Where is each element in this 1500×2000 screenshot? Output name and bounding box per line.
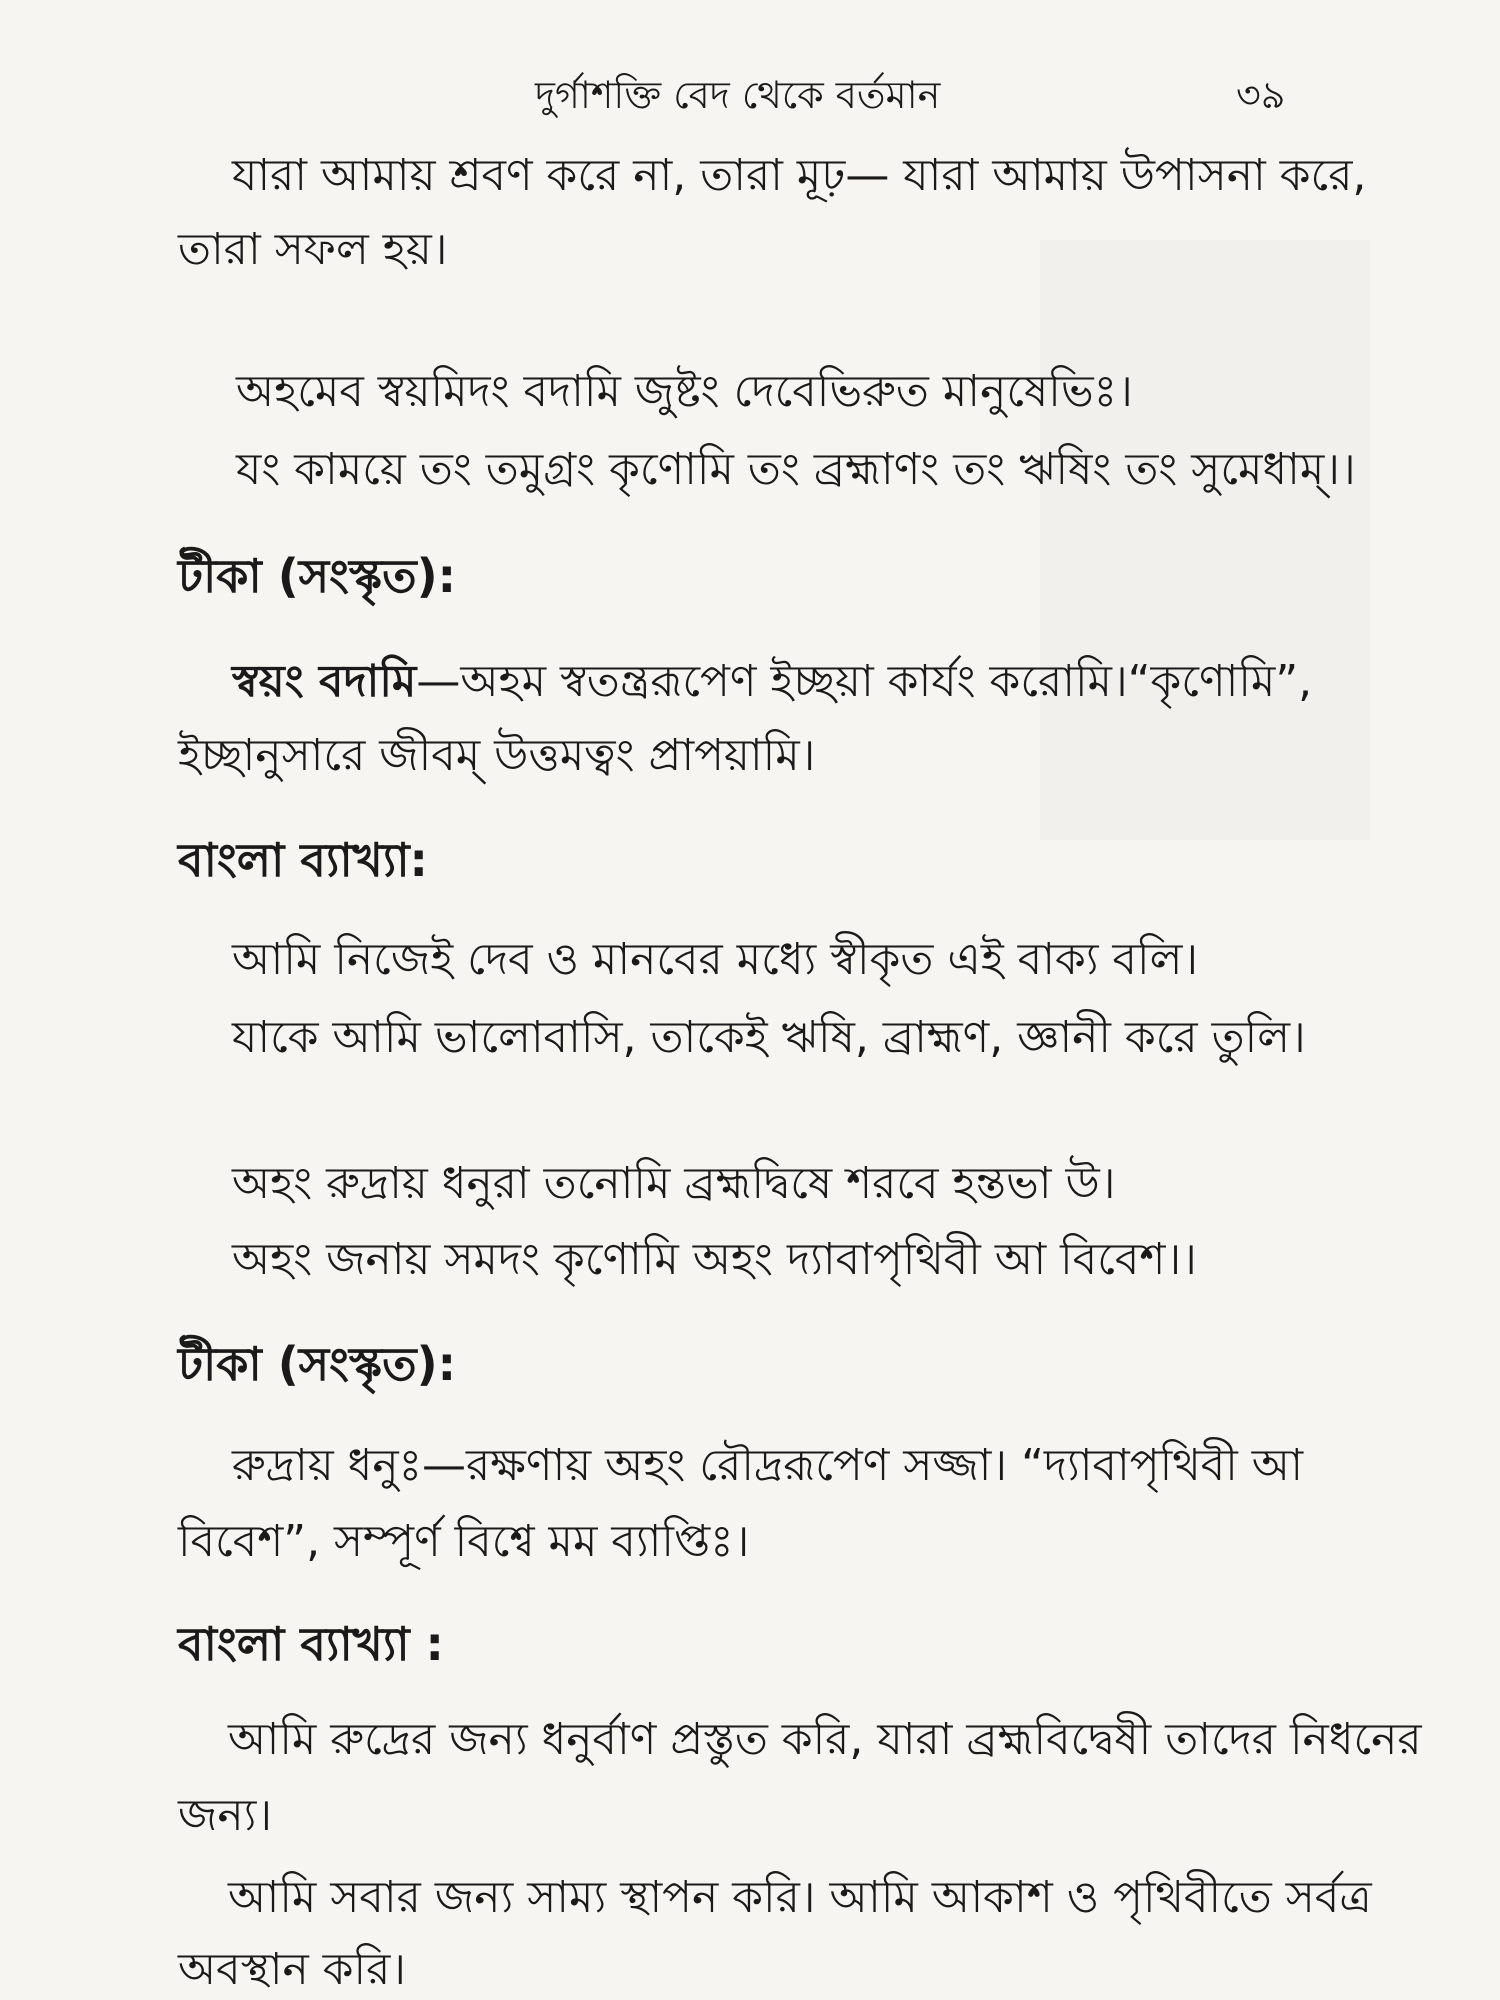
explanation-line: যাকে আমি ভালোবাসি, তাকেই ঋষি, ব্রাহ্মণ, জ্ঞানী করে তুলি। [232, 1012, 1306, 1063]
paragraph-line: যারা আমায় শ্রবণ করে না, তারা মূঢ়— যারা আমায় উপাসনা করে, [232, 150, 1367, 201]
commentary-line: বিবেশ”, সম্পূর্ণ বিশ্বে মম ব্যাপ্তিঃ। [178, 1516, 750, 1567]
explanation-line: আমি সবার জন্য সাম্য স্থাপন করি। আমি আকাশ ও পৃথিবীতে সর্বত্র [228, 1872, 1372, 1923]
show-through-shading [1040, 240, 1370, 840]
section-heading: টীকা (সংস্কৃত): [178, 549, 457, 603]
running-title: দুর্গাশক্তি বেদ থেকে বর্তমান [535, 73, 941, 117]
verse-line: অহমেব স্বয়মিদং বদামি জুষ্টং দেবেভিরুত মানুষেভিঃ। [236, 366, 1133, 417]
commentary-line [232, 652, 1312, 712]
explanation-line: জন্য। [178, 1790, 273, 1841]
paragraph-line: তারা সফল হয়। [178, 224, 448, 275]
explanation-line: অবস্থান করি। [178, 1944, 407, 1995]
verse-line: অহং জনায় সমদং কৃণোমি অহং দ্যাবাপৃথিবী আ বিবেশ।। [232, 1234, 1197, 1285]
section-heading: টীকা (সংস্কৃত): [178, 1337, 457, 1391]
section-heading: বাংলা ব্যাখ্যা : [178, 1617, 444, 1671]
section-heading: বাংলা ব্যাখ্যা: [178, 833, 428, 887]
commentary-keyword: স্বয়ং বদামি [232, 656, 417, 707]
explanation-line: আমি রুদ্রের জন্য ধনুর্বাণ প্রস্তুত করি, যারা ব্রহ্মবিদ্বেষী তাদের নিধনের [228, 1714, 1422, 1765]
verse-line: অহং রুদ্রায় ধনুরা তনোমি ব্রহ্মদ্বিষে শরবে হন্তভা উ। [232, 1158, 1116, 1209]
commentary-line: রুদ্রায় ধনুঃ—রক্ষণায় অহং রৌদ্ররূপেণ সজ্জা। “দ্যাবাপৃথিবী আ [232, 1440, 1304, 1491]
explanation-line: আমি নিজেই দেব ও মানবের মধ্যে স্বীকৃত এই বাক্য বলি। [232, 934, 1199, 985]
commentary-line: ইচ্ছানুসারে জীবম্ উত্তমত্বং প্রাপয়ামি। [178, 730, 816, 781]
verse-line: যং কাময়ে তং তমুগ্রং কৃণোমি তং ব্রহ্মাণং তং ঋষিং তং সুমেধাম্।। [236, 444, 1356, 495]
page-header [0, 62, 1500, 122]
commentary-text: —অহম স্বতন্ত্ররূপেণ ইচ্ছয়া কার্যং করোমি।“কৃণোমি”, [416, 656, 1313, 707]
page-number: ৩৯ [1236, 73, 1286, 117]
